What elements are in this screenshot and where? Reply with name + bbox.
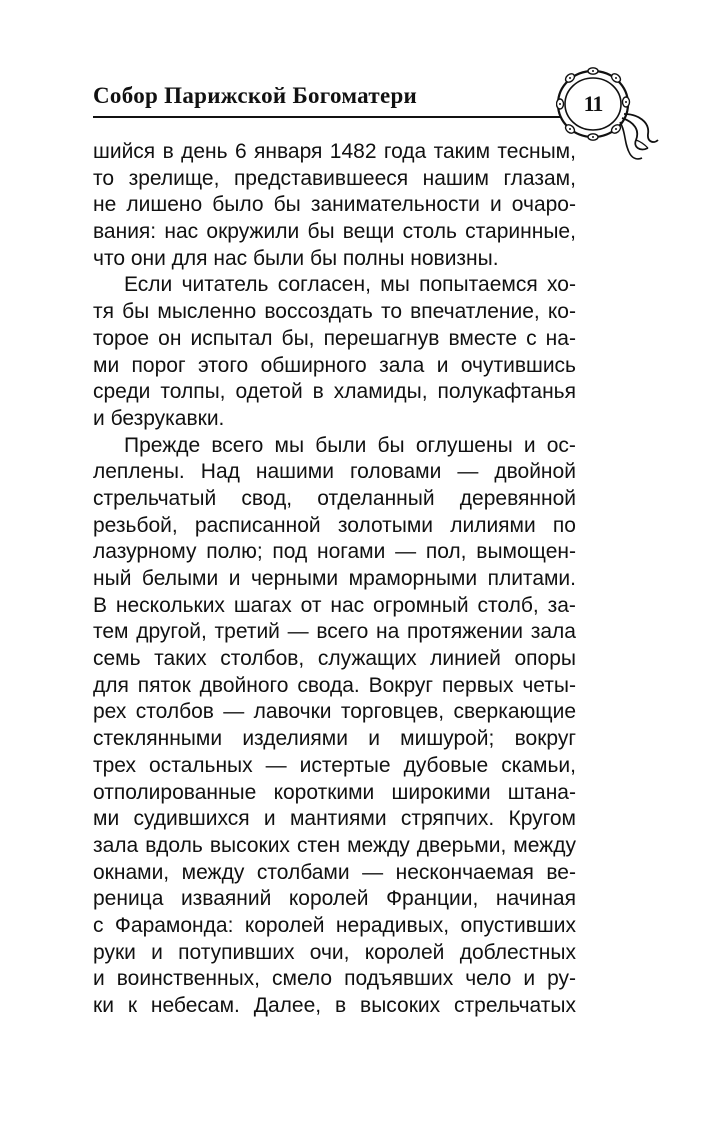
text-word: и [228,567,241,590]
text-word: стрельчатый [93,486,217,510]
text-word: среди [93,380,151,404]
text-word: к [127,994,137,1017]
text-line [93,139,576,166]
text-word: Прежде [124,433,201,457]
text-word: бы [377,433,405,457]
text-line [93,726,576,753]
text-word: — [395,540,417,564]
text-word: небесам. [150,994,240,1017]
text-word: первых [441,673,514,697]
text-word: широкими [391,780,491,804]
text-line [93,299,576,326]
text-word: трех [93,753,137,777]
text-word: зала [530,620,576,644]
text-line [93,806,576,833]
text-word: высоких [360,994,441,1017]
text-word: ки [93,994,114,1017]
text-word: окружили [206,220,300,244]
text-word: Франции, [386,887,479,911]
text-word: было [212,193,264,217]
text-word: бы, [281,326,315,350]
text-word: тя [93,300,114,324]
text-word: столбами [256,860,350,884]
text-word: опоры [514,647,576,671]
text-word: ру- [547,967,576,991]
text-line [93,513,576,540]
text-word: свод, [241,486,293,510]
text-word: впечатление, [410,300,540,324]
text-line [93,272,576,299]
text-word: одетой [235,380,303,404]
text-word: высоких [209,833,290,857]
text-line [93,619,576,646]
text-word: отполированные [93,780,257,804]
text-word: толпы, [160,380,226,404]
text-line [93,646,576,673]
text-word: зрелище, [128,166,220,190]
text-word: судившихся [133,807,250,831]
text-word: попытаемся [419,273,538,297]
text-word: нашим [422,166,489,190]
text-word: в [335,994,347,1017]
text-word: изваяний [180,887,272,911]
text-word: шийся [93,140,156,163]
text-line [93,166,576,193]
text-word: линией [430,647,501,671]
text-word: изделиями [242,727,348,751]
text-word: ве- [546,860,576,884]
text-line [93,539,576,566]
text-word: потупивших [178,940,295,964]
text-line [93,699,576,726]
text-line [93,833,576,860]
text-line [93,379,576,406]
header-rule [93,116,580,118]
text-word: день [181,140,228,163]
text-word: черными [250,567,339,590]
page-body-text [93,139,576,1020]
text-word: зала [379,353,425,377]
text-word: и [368,727,380,751]
text-word: семь [93,647,141,671]
text-word: двойной [494,460,576,484]
text-word: занимательности [310,193,480,217]
text-word: всего [211,433,264,457]
text-word: очутившись [460,353,576,377]
text-word: нас [164,220,199,244]
text-word: нерадивых, [335,913,450,937]
text-word: читатель [181,273,269,297]
text-word: января [254,140,323,163]
text-word: Далее, [253,994,322,1017]
text-word: королей [244,913,325,937]
text-line [93,326,576,353]
text-word: скамьи, [501,753,576,777]
text-word: вдоль [145,833,203,857]
text-word: мраморными [348,567,478,590]
text-word: королей [288,887,369,911]
text-line [93,219,576,246]
text-word: стен [296,833,341,857]
text-word: протяжении [406,620,524,644]
text-word: ми [93,807,120,831]
text-line [93,860,576,887]
text-line [93,966,576,993]
text-word: старинные, [465,220,576,244]
text-word: рех [93,700,127,724]
text-word: свода. [297,673,360,697]
text-line-content: что они для нас были бы полны новизны. [93,246,499,270]
text-word: мантиями [289,807,387,831]
text-word: — [457,460,479,484]
text-word: столь [402,220,457,244]
text-word: реница [93,887,164,911]
text-word: согласен, [277,273,371,297]
text-word: расписанной [194,513,321,537]
text-word: мишурой; [400,727,495,751]
text-word: вымощен- [476,540,576,564]
text-word: для [93,673,129,697]
text-word: короткими [273,780,375,804]
text-word: королей [364,940,445,964]
text-word: нескончаемая [395,860,534,884]
text-word: огромный [373,593,469,617]
text-line [93,780,576,807]
text-word: на- [545,326,576,350]
text-line [93,886,576,913]
text-word: представившееся [233,166,409,190]
text-word: полукафтанья [437,380,576,404]
text-word: оглушены [415,433,513,457]
text-word: и [263,807,276,831]
text-word: 1482 [329,140,377,163]
text-word: шагах [233,593,292,617]
text-word: сверкающие [453,700,576,724]
text-word: года [383,140,427,163]
text-word: в [312,380,324,404]
text-line [93,192,576,219]
text-word: лазурному [93,540,197,564]
text-word: — [287,620,309,644]
text-word: руки [93,940,136,964]
text-word: очаро- [511,193,576,217]
text-word: испытал [190,326,273,350]
text-word: и [436,353,449,377]
text-word: лавочки [253,700,332,724]
text-line [93,593,576,620]
text-word: лилиями [450,513,536,537]
text-word: ко- [547,300,576,324]
text-word: столбов, [220,647,305,671]
text-word: резьбой, [93,513,178,537]
text-word: и [93,967,105,991]
text-word: то [380,300,403,324]
text-line [93,246,576,273]
text-word: леплены. [93,460,185,484]
text-word: Над [200,460,240,484]
text-word: двойного [199,673,289,697]
text-word: столбов [135,700,214,724]
text-word: начиная [495,887,576,911]
text-word: мы [274,433,305,457]
text-word: торое [93,326,150,350]
text-word: вместе [448,326,518,350]
text-word: по [552,513,576,537]
text-word: под [272,540,308,564]
text-word: между [181,860,245,884]
text-word: Вокруг [368,673,434,697]
text-word: дверьми, [416,833,507,857]
text-word: бы [122,300,150,324]
text-word: перешагнув [323,326,440,350]
text-word: отделанный [317,486,435,510]
text-word: — [265,753,287,777]
text-word: обширного [260,353,367,377]
text-word: Фарамонда: [114,913,234,937]
text-word: в [162,140,174,163]
text-word: и [523,967,536,991]
text-word: не [93,193,117,217]
text-word: на [376,620,400,644]
text-line [93,566,576,593]
text-word: стрельчатых [454,994,576,1017]
text-word: доблестных [459,940,576,964]
text-word: штана- [507,780,576,804]
text-word: третий [214,620,280,644]
text-word: всего [316,620,369,644]
text-word: окнами, [93,860,170,884]
text-word: были [315,433,367,457]
text-word: воссоздать [264,300,373,324]
text-word: очи, [309,940,350,964]
text-word: деревянной [459,486,576,510]
text-word: бы [307,220,335,244]
text-word: нас [330,593,365,617]
text-word: торговцев, [340,700,445,724]
text-line [93,486,576,513]
text-word: смело [272,967,333,991]
text-word: ос- [546,433,576,457]
text-word: столб, [477,593,539,617]
text-word: 6 [234,140,247,163]
text-word: и [151,940,163,964]
text-line [93,913,576,940]
text-word: нашими [255,460,334,484]
text-word: ногами [317,540,386,564]
text-line [93,433,576,460]
text-word: зала [93,833,139,857]
text-line [93,406,576,433]
text-line [93,459,576,486]
text-word: пяток [137,673,191,697]
text-word: истертые [299,753,391,777]
text-word: и [489,193,502,217]
text-word: служащих [317,647,417,671]
text-word: мысленно [157,300,257,324]
text-word: Кругом [508,807,576,831]
text-word: остальных [149,753,253,777]
text-word: мы [380,273,410,297]
text-word: вещи [342,220,395,244]
text-word: с [526,326,537,350]
text-word: — [223,700,245,724]
text-word: за- [547,593,576,617]
text-word: хламиды, [333,380,428,404]
text-word: другой, [136,620,207,644]
text-word: между [513,833,576,857]
text-word: с [93,913,104,937]
text-word: пол, [425,540,467,564]
text-word: между [347,833,410,857]
text-word: вокруг [514,727,576,751]
text-word: он [158,326,182,350]
text-line-content: и безрукавки. [93,406,225,430]
text-word: и [523,433,536,457]
text-word: стеклянными [93,727,223,751]
book-title: Собор Парижской Богоматери [93,83,418,108]
text-word: четы- [522,673,576,697]
text-line [93,353,576,380]
text-word: хо- [547,273,576,297]
text-word: ный [93,567,132,590]
text-word: белыми [141,567,219,590]
text-word: тесным, [497,140,576,163]
text-word: этого [198,353,249,377]
text-word: воинственных, [116,967,261,991]
text-word: головами [349,460,442,484]
text-word: глазам, [503,166,576,190]
text-word: то [93,166,115,190]
text-line [93,753,576,780]
text-word: нескольких [115,593,225,617]
text-word: чело [465,967,512,991]
text-word: ми [93,353,120,377]
text-line [93,993,576,1020]
text-word: лишено [126,193,203,217]
text-word: дубовые [403,753,489,777]
text-word: В [93,593,108,617]
text-word: золотыми [337,513,434,537]
text-word: подъявших [344,967,454,991]
text-word: порог [131,353,186,377]
text-word: таким [433,140,491,163]
text-word: вания: [93,220,157,244]
text-word: плитами. [487,567,576,590]
text-word: — [362,860,384,884]
text-word: опустивших [460,913,576,937]
text-word: полю; [206,540,263,564]
text-word: стряпчих. [400,807,495,831]
text-word: Если [124,273,173,297]
text-word: от [300,593,322,617]
text-word: бы [273,193,301,217]
text-line [93,673,576,700]
text-line [93,940,576,967]
text-word: таких [154,647,207,671]
text-word: тем [93,620,129,644]
page-number: 11 [583,91,603,116]
